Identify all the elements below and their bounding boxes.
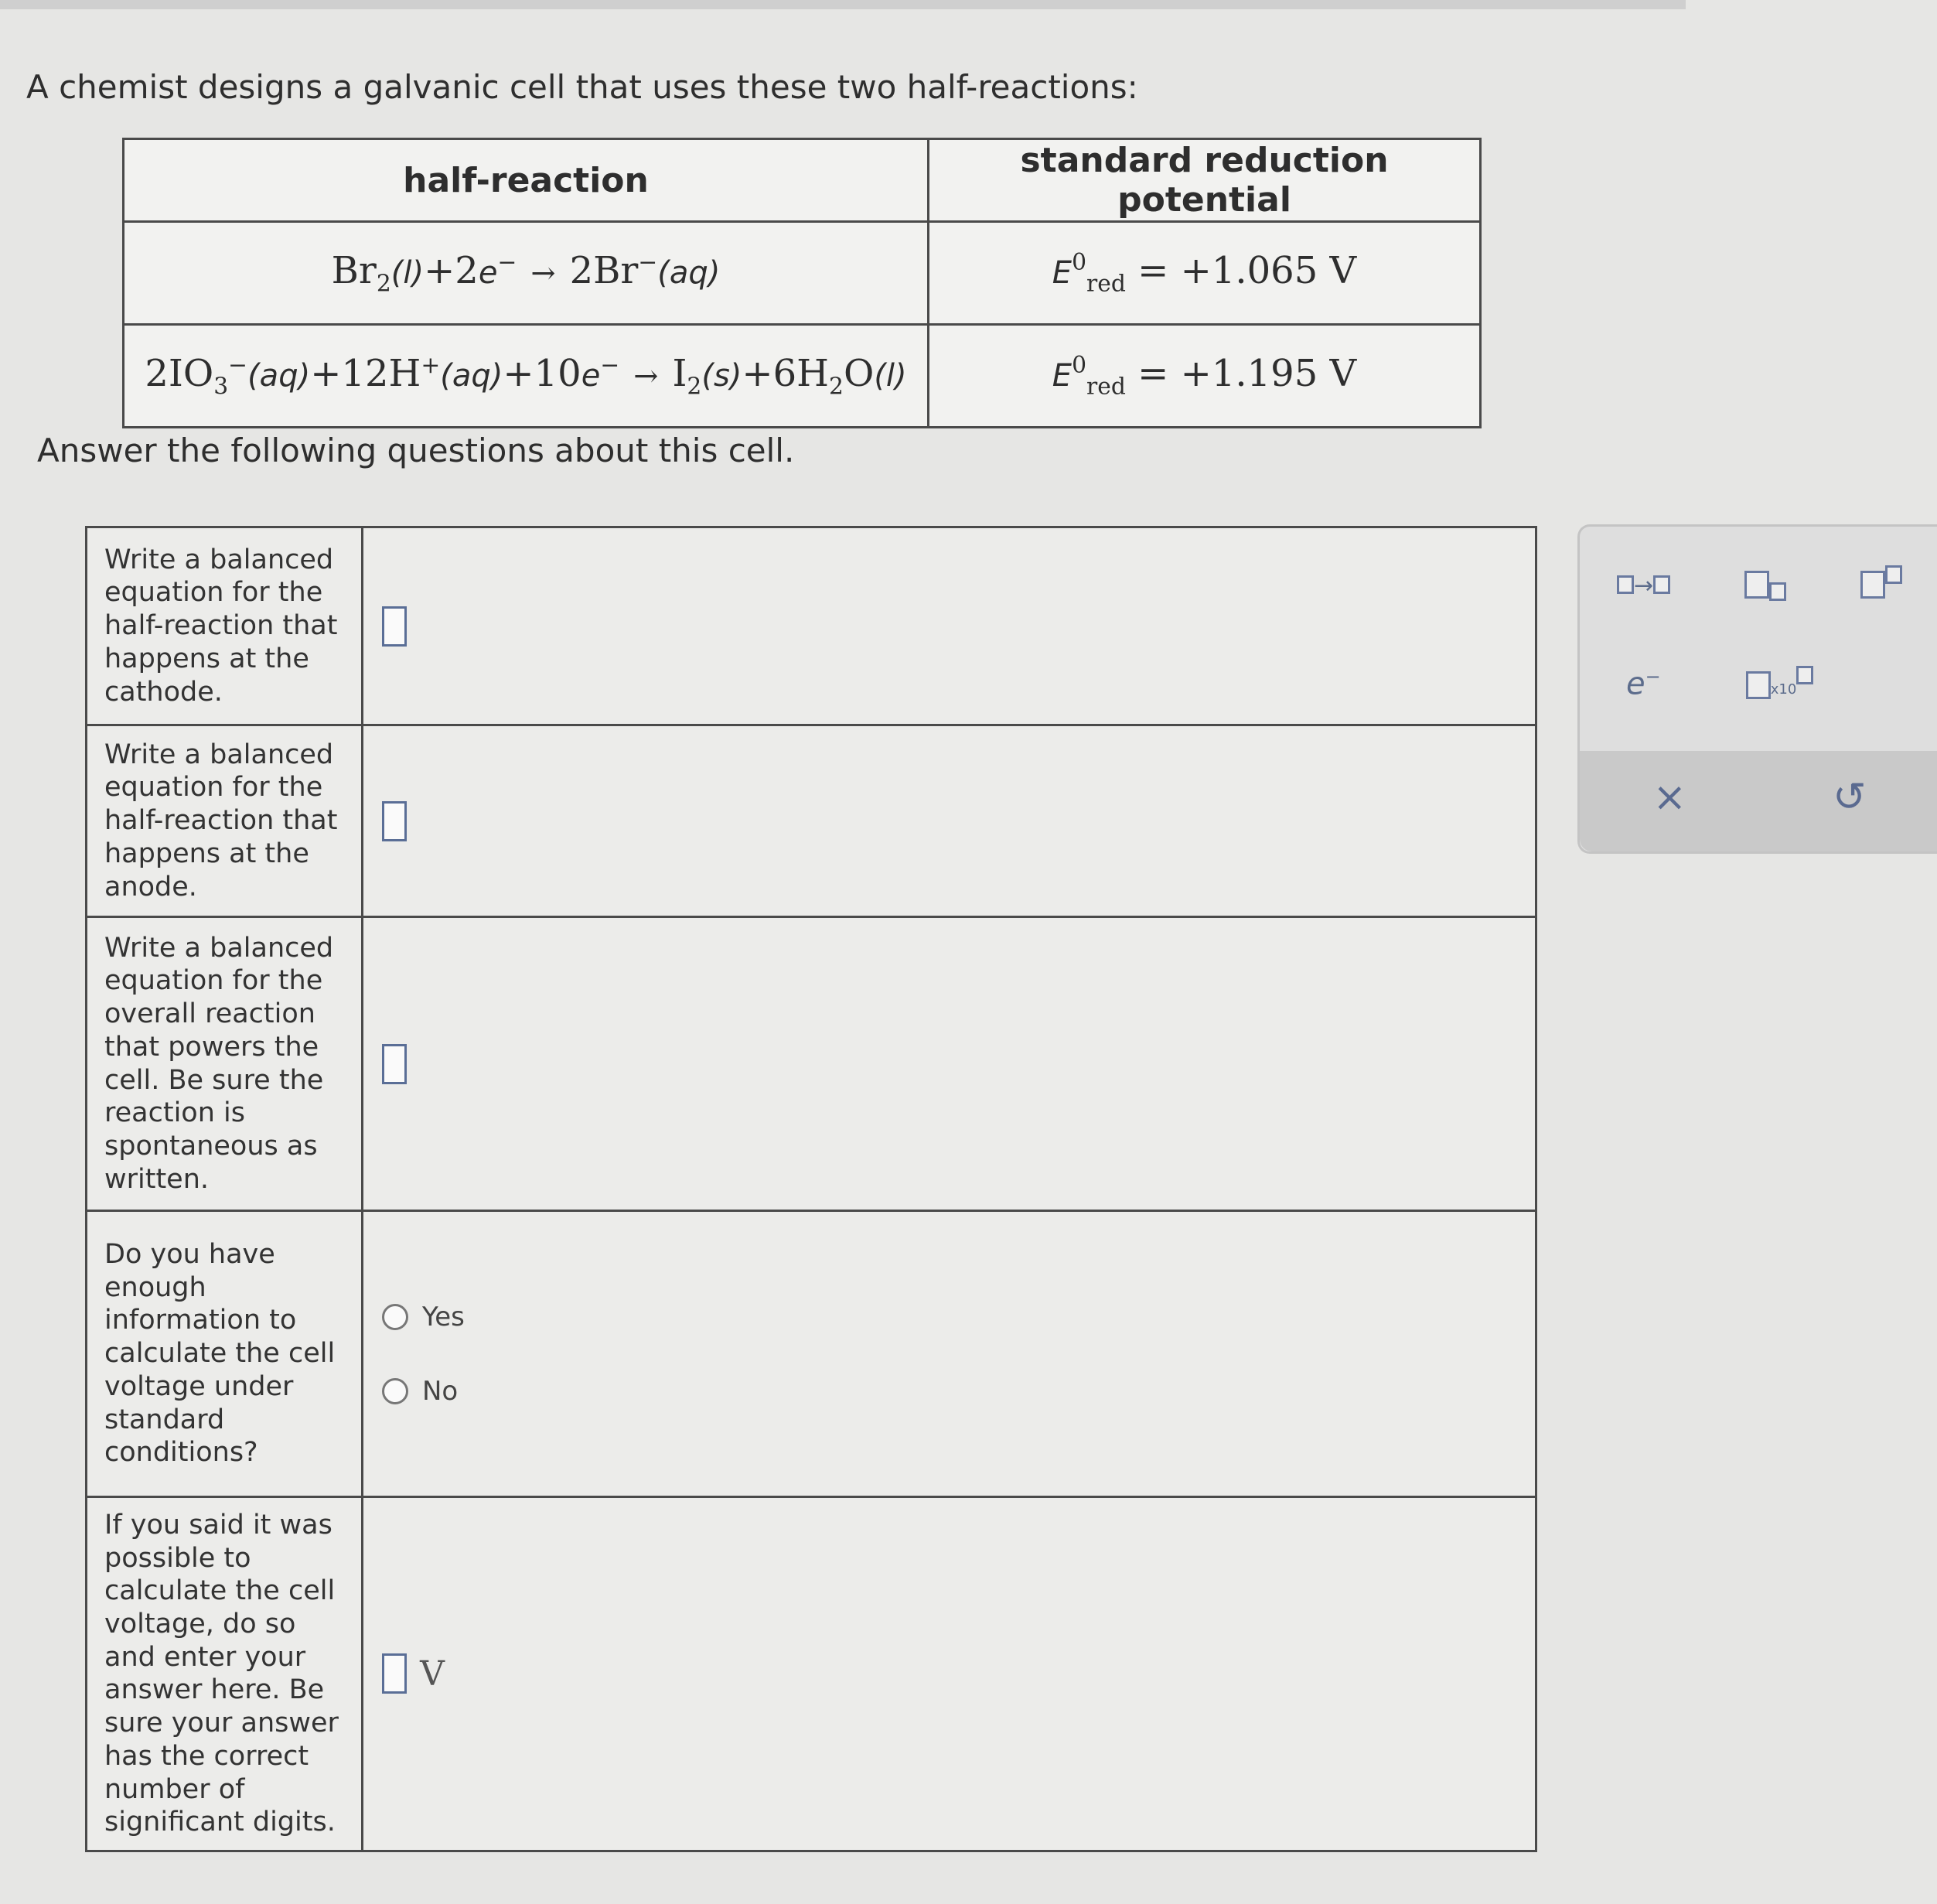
scientific-notation-tool-icon[interactable]: x10 [1746, 666, 1814, 701]
bromine-potential: $E^0_{red} = +1.065$ V [929, 222, 1481, 325]
anode-answer-cell [363, 725, 1536, 917]
yes-radio[interactable] [382, 1304, 408, 1330]
volt-unit-label: V [420, 1653, 445, 1694]
intro-text: A chemist designs a galvanic cell that uses these two half-reactions: [26, 68, 1138, 106]
iodate-half-reaction: $2IO_3^-(aq)+12H^+(aq)+10e^- \to I_2(s)+6H_2O(l)$ [124, 325, 929, 428]
iodate-potential: $E^0_{red} = +1.195$ V [929, 325, 1481, 428]
subscript-tool-icon[interactable] [1744, 565, 1786, 601]
cathode-answer-cell [363, 527, 1536, 725]
math-palette [1577, 524, 1937, 854]
cell-voltage-answer-cell [363, 1497, 1536, 1851]
yes-label: Yes [422, 1301, 465, 1332]
arrow-tool-icon[interactable]: → [1617, 565, 1670, 601]
half-reaction-table [122, 138, 1482, 428]
no-radio[interactable] [382, 1378, 408, 1404]
enough-info-answer-cell [363, 1211, 1536, 1497]
palette-actions [1580, 751, 1937, 851]
no-label: No [422, 1375, 459, 1407]
clear-button[interactable]: × [1652, 774, 1687, 821]
undo-button[interactable]: ↺ [1832, 774, 1867, 821]
cell-voltage-input[interactable] [382, 1653, 407, 1694]
no-option[interactable] [382, 1376, 1534, 1407]
superscript-tool-icon[interactable] [1860, 565, 1902, 601]
header-half-reaction: half-reaction [124, 139, 929, 222]
cathode-answer-input[interactable] [382, 606, 407, 647]
questions-table [85, 526, 1537, 1852]
cell-voltage-question: If you said it was possible to calculate the cell voltage, do so and enter your answer here. Be sure your answer has the correct number of significant digits. [87, 1497, 363, 1851]
overall-reaction-input[interactable] [382, 1044, 407, 1084]
overall-reaction-question: Write a balanced equation for the overall reaction that powers the cell. Be sure the reaction is spontaneous as written. [87, 917, 363, 1211]
cathode-question: Write a balanced equation for the half-reaction that happens at the cathode. [87, 527, 363, 725]
anode-answer-input[interactable] [382, 801, 407, 841]
enough-info-question: Do you have enough information to calculate the cell voltage under standard conditions? [87, 1211, 363, 1497]
overall-answer-cell [363, 917, 1536, 1211]
yes-option[interactable] [382, 1302, 1534, 1332]
top-bar [0, 0, 1686, 9]
electron-tool-icon[interactable]: e− [1626, 666, 1661, 702]
bromine-half-reaction: $Br_2(l)+2e^- \to 2Br^-(aq)$ [124, 222, 929, 325]
anode-question: Write a balanced equation for the half-reaction that happens at the anode. [87, 725, 363, 917]
answer-intro-text: Answer the following questions about this cell. [37, 432, 795, 469]
header-standard-reduction-potential: standard reduction potential [929, 139, 1481, 222]
